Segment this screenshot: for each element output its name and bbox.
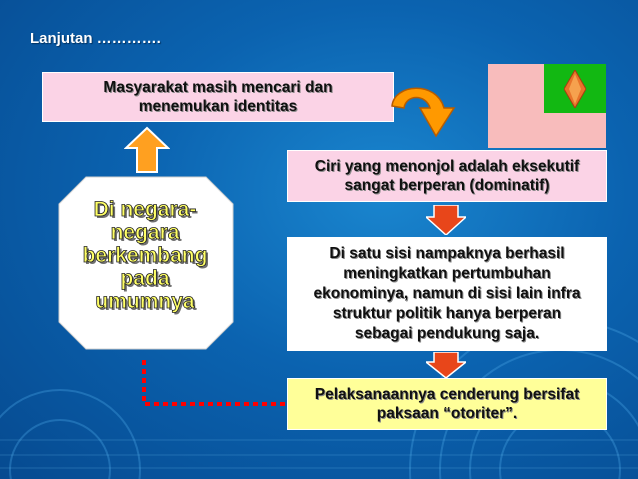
executive-line-1: Ciri yang menonjol adalah eksekutif <box>314 157 580 175</box>
up-arrow-icon <box>124 126 170 174</box>
octagon-line-5: umumnya <box>95 290 195 314</box>
economy-line-2: meningkatkan pertumbuhan <box>343 264 551 282</box>
curved-arrow-icon <box>384 78 462 152</box>
octagon-line-4: pada <box>120 267 170 291</box>
octagon-label <box>66 198 224 313</box>
octagon-line-2: negara <box>110 221 180 245</box>
economy-line-1: Di satu sisi nampaknya berhasil <box>329 244 565 262</box>
slide-heading: Lanjutan …………. <box>30 30 161 47</box>
down-arrow-icon <box>426 352 466 378</box>
authoritarian-line-2: paksaan “otoriter”. <box>376 405 518 422</box>
down-arrow-icon <box>426 205 466 235</box>
identity-line-1: Masyarakat masih mencari dan <box>103 78 333 96</box>
octagon-line-1: Di negara- <box>93 198 197 221</box>
authoritarian-line-1: Pelaksanaannya cenderung bersifat <box>314 385 580 403</box>
diamond-icon <box>564 70 586 108</box>
octagon-line-3: berkembang <box>82 244 208 268</box>
economy-line-4: struktur politik hanya berperan <box>332 305 562 323</box>
economy-line-5: sebagai pendukung saja. <box>354 325 540 343</box>
identity-line-2: menemukan identitas <box>138 98 298 115</box>
executive-line-2: sangat berperan (dominatif) <box>344 177 550 194</box>
economy-box <box>287 237 607 351</box>
executive-box <box>287 150 607 202</box>
economy-line-3: ekonominya, namun di sisi lain infra <box>313 284 581 302</box>
identity-box <box>42 72 394 122</box>
dotted-connector <box>138 358 290 410</box>
authoritarian-box <box>287 378 607 430</box>
